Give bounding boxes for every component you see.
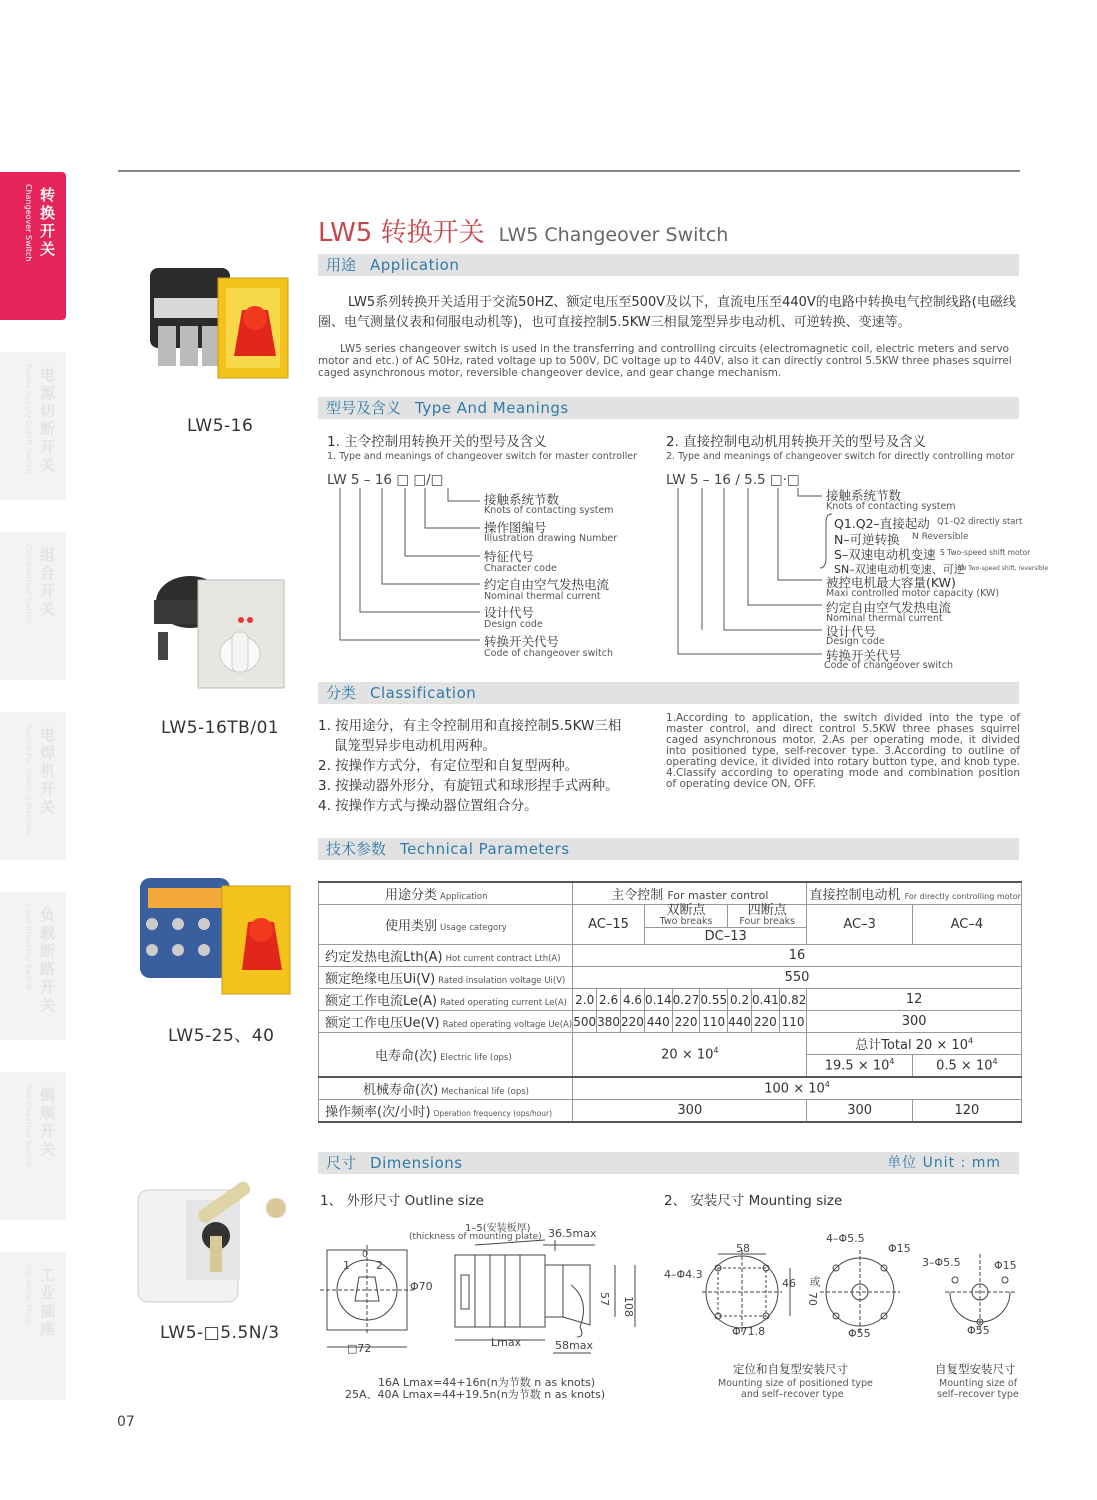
- product-image-lw5-16: [130, 248, 300, 398]
- type-left-item-en: Code of changeover switch: [484, 648, 614, 659]
- cell-ue: 110: [779, 1011, 807, 1033]
- type-left-item-en: Nominal thermal current: [484, 591, 601, 602]
- side-tab-label-en: Load Breaking Switch: [24, 904, 33, 991]
- table-row: [319, 1100, 1022, 1123]
- type-left-item: 转换开关代号: [484, 634, 560, 649]
- side-tab-two-direction[interactable]: [0, 1072, 66, 1220]
- classification-line: 2. 按操作方式分，有定位型和自复型两种。: [318, 758, 579, 774]
- mount-phi55a: Φ55: [848, 1327, 871, 1340]
- side-tab-label: 倒顺开关: [40, 1086, 56, 1158]
- mount-caption-1: 定位和自复型安装尺寸: [733, 1362, 848, 1376]
- type-right-item: 约定自由空气发热电流: [826, 600, 952, 615]
- cell-ue: 220: [621, 1011, 645, 1033]
- cell-le: 0.27: [672, 989, 700, 1011]
- cell-two-breaks-en: Two breaks: [659, 916, 713, 927]
- cell-exp: 4: [824, 1080, 830, 1090]
- type-right-item: 转换开关代号: [826, 648, 902, 663]
- cell-label-en: Operation frequency (ops/hour): [433, 1109, 553, 1118]
- side-tab-label: 工业插座: [40, 1266, 56, 1338]
- type-right-item: Q1.Q2–直接起动: [834, 516, 930, 531]
- side-tab-combination[interactable]: [0, 532, 66, 680]
- cell-ac15: AC–15: [573, 905, 645, 945]
- side-tab-label-en: Switch For Welding Machine: [24, 724, 33, 837]
- outline-plate-en: (thickness of mounting plate): [409, 1232, 542, 1242]
- type-right-code: LW 5 – 16 / 5.5 □·□: [666, 472, 800, 488]
- mount-h55: 4–Φ5.5: [826, 1232, 865, 1245]
- section-heading-application: [318, 254, 1019, 276]
- cell-le: 4.6: [621, 989, 645, 1011]
- cell-label-en: Usage category: [440, 923, 507, 933]
- cell-exp: 4: [889, 1057, 895, 1067]
- cell-label: 约定发热电流Lth(A): [325, 950, 443, 965]
- type-right-title: 2. 直接控制电动机用转换开关的型号及含义: [666, 434, 927, 450]
- cell-label-en: Rated operating voltage Ue(A): [442, 1020, 573, 1030]
- section-heading-tech: [318, 838, 1019, 860]
- side-tab-label-en: Power Supply Cutoff Switch: [24, 364, 33, 474]
- cell-lth: 16: [573, 945, 1022, 967]
- outline-n0: 0: [362, 1250, 368, 1260]
- type-right-leader-lines: [672, 488, 832, 660]
- mount-phi15b: Φ15: [994, 1259, 1017, 1272]
- type-left-item-en: Knots of contacting system: [484, 505, 614, 516]
- cell-two-breaks: 双断点: [666, 903, 706, 918]
- type-left-item-en: Design code: [484, 619, 543, 630]
- table-row: [319, 989, 1022, 1011]
- table-row: [319, 1033, 1022, 1055]
- classification-en: 1.According to application, the switch divided into the type of master control, and direct control 5.5KW three phases squirrel caged asynchronous motor. 2.As per operating mode, it divided into positioned type, self-recover type. 3.According to outline of operating device, it divided into rotary button type, and knob type. 4.Classify according to operating mode and combination position of operating device ON, OFF.: [666, 712, 1020, 790]
- section-heading-type: [318, 397, 1019, 419]
- side-tab-label: 组合开关: [40, 546, 56, 618]
- cell-ui: 550: [573, 967, 1022, 989]
- cell-elife-ac4: 0.5 × 10: [936, 1058, 993, 1074]
- side-tab-label-en: Two Direction Switch: [24, 1084, 33, 1167]
- cell-label: 机械寿命(次): [363, 1083, 439, 1098]
- classification-line: 4. 按操作方式与操动器位置组合分。: [318, 798, 538, 814]
- cell-freq-ac3: 300: [807, 1100, 912, 1123]
- type-left-title-en: 1. Type and meanings of changeover switch for master controller: [327, 451, 638, 462]
- side-tab-label: 转换开关: [40, 186, 56, 258]
- section-heading-classification: [318, 682, 1019, 704]
- cell-ue: 500: [573, 1011, 597, 1033]
- cell-label: 额定工作电流Le(A): [325, 994, 438, 1009]
- section-heading-dimensions: [318, 1152, 1019, 1174]
- type-left-leader-lines: [330, 488, 490, 660]
- product-label: LW5-25、40: [168, 1026, 275, 1046]
- cell-exp: 4: [967, 1036, 974, 1046]
- outline-d108: 108: [622, 1296, 635, 1317]
- outline-d36: 36.5max: [548, 1227, 597, 1240]
- cell-exp: 4: [992, 1057, 998, 1067]
- outline-lmax: Lmax: [491, 1336, 522, 1349]
- mount-h355: 3–Φ5.5: [922, 1256, 961, 1269]
- heading-cn: 分类: [326, 684, 357, 702]
- cell-elife-master: 20 × 10: [661, 1047, 714, 1063]
- type-right-item-en: N Reversible: [912, 532, 969, 542]
- cell-label: 电寿命(次): [375, 1049, 438, 1064]
- cell-ue: 380: [597, 1011, 621, 1033]
- outline-plate: 1–5(安装板厚): [465, 1223, 531, 1234]
- heading-en: Technical Parameters: [400, 840, 570, 858]
- formula-25a: 25A、40A Lmax=44+19.5n(n为节数 n as knots): [345, 1388, 606, 1401]
- cell-ue: 220: [672, 1011, 700, 1033]
- cell-le: 0.14: [644, 989, 672, 1011]
- mount-phi718: Φ71.8: [732, 1325, 766, 1338]
- application-text-en: LW5 series changeover switch is used in the transferring and controlling circuits (electromagnetic coil, electric meters and servo motor and etc.) of AC 50Hz, rated voltage up to 500V, DC voltage up to 440V, also it can directly control 5.5KW three phases squirrel caged asynchronous motor, reversible changeover device, and gear change mechanism.: [318, 343, 1012, 379]
- side-tab-label: 电焊机开关: [40, 726, 56, 816]
- outline-phi70: Φ70: [410, 1280, 433, 1293]
- table-row: [319, 882, 1022, 905]
- cell-le-motor: 12: [807, 989, 1021, 1011]
- side-tab-industrial-plugs[interactable]: [0, 1252, 66, 1400]
- type-left-item: 特征代号: [484, 549, 535, 564]
- table-row: [319, 1077, 1022, 1100]
- type-left-item: 操作图编号: [484, 520, 547, 535]
- heading-en: Application: [370, 256, 460, 274]
- outline-n1: 1: [343, 1259, 350, 1272]
- type-right-item: N–可逆转换: [834, 532, 900, 547]
- type-left-title: 1. 主令控制用转换开关的型号及含义: [327, 434, 547, 450]
- table-row: [319, 1011, 1022, 1033]
- cell-direct-en: For directly controlling motor: [904, 892, 1021, 901]
- heading-cn: 用途: [326, 256, 357, 274]
- classification-cn: [318, 716, 621, 816]
- mount-d46: 46: [782, 1277, 796, 1290]
- product-image-lw5-25-40: [130, 858, 300, 1003]
- top-rule: [118, 170, 1020, 172]
- cell-exp: 4: [713, 1046, 719, 1056]
- cell-le: 0.82: [779, 989, 807, 1011]
- cell-ue: 440: [728, 1011, 752, 1033]
- mount-h4: 4–Φ4.3: [664, 1268, 703, 1281]
- type-right-title-en: 2. Type and meanings of changeover switch for directly controlling motor: [666, 451, 1015, 462]
- product-image-lw5-16tb: [140, 562, 300, 692]
- type-right-item: 被控电机最大容量(KW): [826, 575, 956, 590]
- table-row: [319, 905, 1022, 928]
- mount-caption-2-en2: self–recover type: [937, 1389, 1019, 1400]
- cell-label: 额定工作电压Ue(V): [325, 1016, 440, 1031]
- cell-four-breaks: 四断点: [747, 903, 787, 918]
- cell-freq-ac4: 120: [912, 1100, 1021, 1123]
- cell-four-breaks-en: Four breaks: [739, 916, 796, 927]
- side-tab-welding[interactable]: [0, 712, 66, 860]
- cell-le: 0.55: [700, 989, 728, 1011]
- type-right-item-en: Code of changeover switch: [824, 660, 954, 671]
- side-tab-changeover[interactable]: [0, 172, 66, 320]
- heading-cn: 型号及含义: [326, 399, 402, 417]
- formula-16a: 16A Lmax=44+16n(n为节数 n as knots): [378, 1376, 596, 1389]
- cell-label-en: Mechanical life (ops): [441, 1087, 529, 1097]
- cell-ue: 220: [752, 1011, 780, 1033]
- table-row: [319, 945, 1022, 967]
- side-tab-power-cutoff[interactable]: [0, 352, 66, 500]
- page-title: [318, 212, 728, 249]
- cell-le: 0.41: [752, 989, 780, 1011]
- cell-label-en: Application: [440, 892, 488, 902]
- cell-ue: 110: [700, 1011, 728, 1033]
- cell-label: 操作频率(次/小时): [325, 1105, 431, 1120]
- cell-master: 主令控制: [611, 888, 664, 903]
- mount-caption-1-en2: and self–recover type: [741, 1389, 844, 1400]
- classification-line: 3. 按操动器外形分，有旋钮式和球形捏手式两种。: [318, 778, 619, 794]
- type-right-item-en: Design code: [826, 636, 885, 647]
- mounting-title: 2、 安装尺寸 Mounting size: [664, 1193, 843, 1209]
- cell-ac3: AC–3: [807, 905, 912, 945]
- mount-phi55b: Φ55: [967, 1324, 990, 1337]
- outline-d57: 57: [598, 1292, 611, 1306]
- product-label: LW5-16: [187, 416, 254, 436]
- type-right-item-en: S Two-speed shift motor: [940, 548, 1031, 557]
- outline-n2: 2: [376, 1259, 383, 1272]
- cell-elife-ac3: 19.5 × 10: [824, 1058, 890, 1074]
- side-tab-label: 电源切断开关: [40, 366, 56, 474]
- type-right-item: 接触系统节数: [826, 488, 902, 503]
- mount-caption-1-en: Mounting size of positioned type: [718, 1378, 873, 1389]
- type-left-item: 约定自由空气发热电流: [484, 577, 610, 592]
- cell-dc13: DC–13: [644, 928, 807, 945]
- product-label: LW5-16TB/01: [161, 718, 280, 738]
- cell-ue-motor: 300: [807, 1011, 1021, 1033]
- type-right-item-en: Maxi controlled motor capacity (KW): [826, 588, 1000, 599]
- type-left-item-en: Character code: [484, 563, 557, 574]
- type-left-item: 设计代号: [484, 605, 535, 620]
- cell-ue: 440: [644, 1011, 672, 1033]
- cell-label-en: Rated insulation voltage Ui(V): [438, 976, 566, 986]
- cell-le: 2.0: [573, 989, 597, 1011]
- title-cn: LW5 转换开关: [318, 218, 485, 248]
- type-right-item: 设计代号: [826, 624, 877, 639]
- title-en: LW5 Changeover Switch: [498, 224, 729, 246]
- cell-label: 额定绝缘电压Ui(V): [325, 972, 436, 987]
- cell-mlife: 100 × 10: [764, 1081, 825, 1097]
- cell-elife-total: 总计Total 20 × 10: [855, 1038, 968, 1053]
- side-tab-label-en: Combination Switch: [24, 544, 33, 624]
- product-image-lw5-55n3: [130, 1180, 300, 1310]
- mount-d58: 58: [736, 1242, 750, 1255]
- page-number: 07: [117, 1414, 135, 1430]
- side-tab-label: 负载断路开关: [40, 906, 56, 1014]
- type-left-item-en: Illustration drawing Number: [484, 533, 618, 544]
- mount-phi15a: Φ15: [888, 1242, 911, 1255]
- heading-en: Dimensions: [370, 1154, 463, 1172]
- product-label: LW5-□5.5N/3: [160, 1323, 280, 1343]
- type-right-item-en: Knots of contacting system: [826, 501, 956, 512]
- type-left-code: LW 5 – 16 □ □/□: [327, 472, 444, 488]
- heading-cn: 尺寸: [326, 1154, 357, 1172]
- cell-le: 0.2: [728, 989, 752, 1011]
- cell-label-en: Electric life (ops): [440, 1053, 512, 1063]
- cell-label: 使用类别: [385, 919, 438, 934]
- cell-ac4: AC–4: [912, 905, 1021, 945]
- outline-title: 1、 外形尺寸 Outline size: [320, 1193, 484, 1209]
- type-right-item-en: Q1–Q2 directly start: [937, 517, 1023, 527]
- heading-cn: 技术参数: [326, 840, 387, 858]
- cell-freq-master: 300: [573, 1100, 807, 1123]
- tech-params-table: [318, 881, 1022, 1123]
- unit-label: 单位 Unit : mm: [887, 1155, 1001, 1171]
- cell-label-en: Hot current contract Lth(A): [445, 954, 561, 964]
- mount-or: 或: [808, 1276, 821, 1287]
- side-tab-label-en: Changeover Switch: [24, 184, 33, 262]
- cell-le: 2.6: [597, 989, 621, 1011]
- outline-d58: 58max: [555, 1339, 593, 1352]
- cell-direct: 直接控制电动机: [809, 888, 901, 903]
- cell-master-en: For master control: [667, 889, 769, 902]
- cell-label: 用途分类: [385, 888, 438, 903]
- heading-en: Classification: [370, 684, 477, 702]
- classification-line: 鼠笼型异步电动机用两种。: [334, 738, 496, 754]
- type-left-item: 接触系统节数: [484, 492, 560, 507]
- cell-label-en: Rated operating current Le(A): [440, 998, 567, 1008]
- application-text-cn: LW5系列转换开关适用于交流50HZ、额定电压至500V及以下，直流电压至440V的电路中转换电气控制线路(电磁线圈、电气测量仪表和伺服电动机等)，也可直接控制5.5KW三相鼠笼型异步电动机、可逆转换、变速等。: [318, 295, 1016, 330]
- side-tab-load-breaking[interactable]: [0, 892, 66, 1040]
- heading-en: Type And Meanings: [415, 399, 569, 417]
- table-row: [319, 967, 1022, 989]
- type-right-item-en: Nominal thermal current: [826, 613, 943, 624]
- classification-line: 1. 按用途分，有主令控制用和直接控制5.5KW三相: [318, 718, 622, 734]
- type-right-item-en: SN Two-speed shift, reversible: [958, 565, 1049, 572]
- type-right-item: SN–双速电动机变速、可逆: [834, 563, 965, 576]
- outline-sq72: □72: [347, 1342, 372, 1355]
- side-tab-label-en: Industrial Plugs: [24, 1264, 33, 1326]
- mount-caption-2-en: Mounting size of: [939, 1378, 1018, 1389]
- mount-caption-2: 自复型安装尺寸: [935, 1362, 1016, 1376]
- type-right-item: S–双速电动机变速: [834, 547, 936, 562]
- mount-d70: 70: [806, 1292, 819, 1306]
